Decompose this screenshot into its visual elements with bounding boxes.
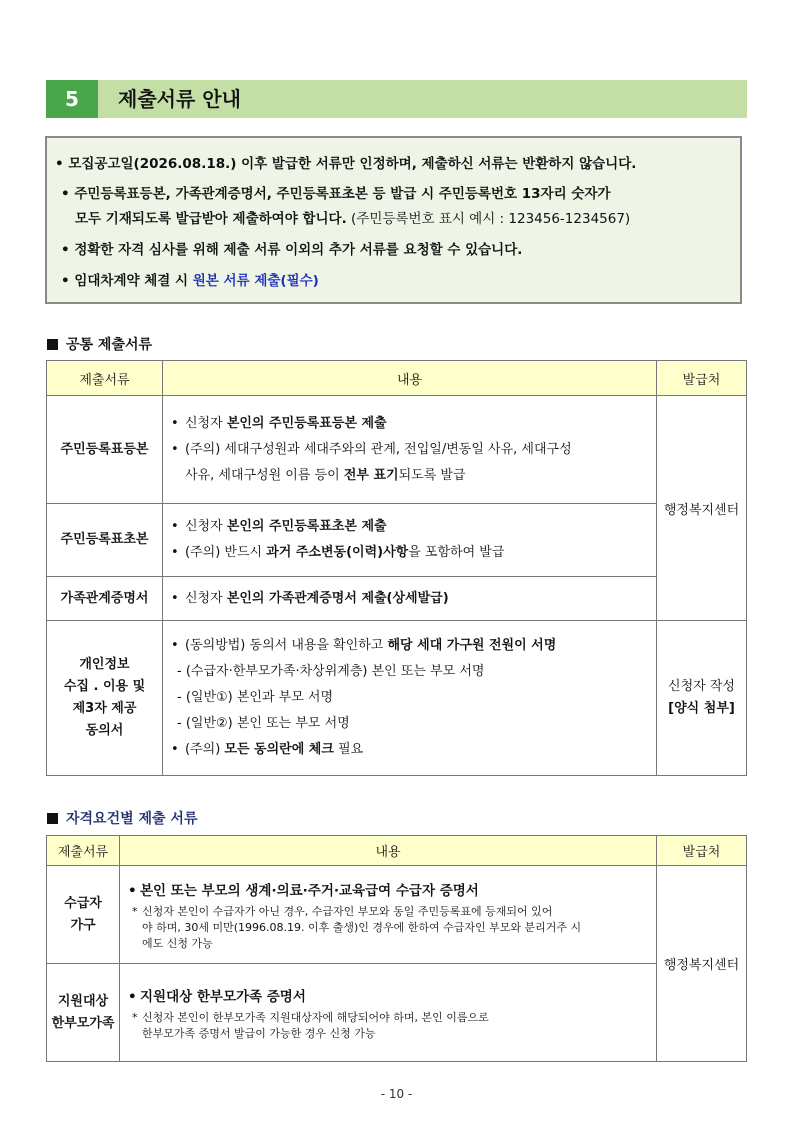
notice-line-3-normal: (주민등록번호 표시 예시 : 123456-1234567) (346, 211, 631, 227)
table-row (47, 964, 747, 1062)
doc-content (163, 577, 657, 621)
header-content: 내용 (163, 361, 657, 396)
notice-line-5 (61, 269, 319, 289)
square-bullet-icon (47, 813, 58, 824)
issuer: 행정복지센터 (657, 396, 747, 621)
header-docs: 제출서류 (47, 836, 120, 866)
header-issuer: 발급처 (657, 836, 747, 866)
table-row (47, 621, 747, 776)
notice-line-3 (75, 207, 630, 227)
content-line: • 지원대상 한부모가족 증명서 (120, 984, 656, 1010)
notice-box (45, 136, 742, 304)
content-line: • 신청자 본인의 가족관계증명서 제출(상세발급) (163, 586, 656, 612)
doc-content (163, 504, 657, 577)
note-line: 야 하며, 30세 미만(1996.08.19. 이후 출생)인 경우에 한하여 수급자인 부모와 분리거주 시 (142, 920, 582, 934)
doc-name: 지원대상 한부모가족 (47, 964, 120, 1062)
content-line: • (동의방법) 동의서 내용을 확인하고 해당 세대 가구원 전원이 서명 (163, 633, 656, 659)
page-number: - 10 - (380, 1087, 413, 1101)
qualify-docs-title (47, 808, 197, 828)
notice-line-3-bold: 모두 기재되도록 발급받아 제출하여야 합니다. (75, 211, 347, 227)
common-docs-title (47, 334, 152, 354)
content-line: - (일반①) 본인과 부모 서명 (177, 690, 334, 705)
qualify-docs-title-text: 자격요건별 제출 서류 (66, 811, 198, 827)
content-line: - (수급자·한부모가족·차상위계층) 본인 또는 부모 서명 (177, 664, 485, 679)
table-row (47, 577, 747, 621)
section-number: 5 (46, 80, 98, 118)
notice-line-2: • 주민등록표등본, 가족관계증명서, 주민등록표초본 등 발급 시 주민등록번호 13자리 숫자가 (61, 186, 611, 202)
notice-line-1: • 모집공고일(2026.08.18.) 이후 발급한 서류만 인정하며, 제출하신 서류는 반환하지 않습니다. (55, 156, 637, 172)
content-line: • 신청자 본인의 주민등록표등본 제출 (163, 411, 656, 437)
issuer: 신청자 작성 [양식 첨부] (657, 621, 747, 776)
content-line: - (일반②) 본인 또는 부모 서명 (177, 716, 350, 731)
doc-name: 수급자 가구 (47, 866, 120, 964)
doc-name: 주민등록표등본 (47, 396, 163, 504)
section-title: 제출서류 안내 (118, 87, 241, 111)
doc-name: 가족관계증명서 (47, 577, 163, 621)
note-line: 한부모가족 증명서 발급이 가능한 경우 신청 가능 (142, 1026, 376, 1040)
table-row (47, 504, 747, 577)
qualify-docs-table (46, 835, 747, 1062)
content-line: 사유, 세대구성원 이름 등이 전부 표기되도록 발급 (185, 467, 466, 483)
doc-content (163, 396, 657, 504)
section-header (46, 80, 747, 118)
doc-content (120, 964, 657, 1062)
note-line: * 신청자 본인이 한부모가족 지원대상자에 해당되어야 하며, 본인 이름으로 (120, 1010, 656, 1026)
common-docs-table (46, 360, 747, 776)
common-docs-title-text: 공통 제출서류 (66, 337, 153, 353)
table-row (47, 866, 747, 964)
header-docs: 제출서류 (47, 361, 163, 396)
doc-name: 개인정보 수집 . 이용 및 제3자 제공 동의서 (47, 621, 163, 776)
header-content: 내용 (120, 836, 657, 866)
content-line: • 신청자 본인의 주민등록표초본 제출 (163, 514, 656, 540)
table-row (47, 396, 747, 504)
doc-content (163, 621, 657, 776)
content-line: • (주의) 모든 동의란에 체크 필요 (163, 737, 656, 763)
doc-content (120, 866, 657, 964)
note-line: * 신청자 본인이 수급자가 아닌 경우, 수급자인 부모와 동일 주민등록표에 등재되어 있어 (120, 904, 656, 920)
notice-line-4: • 정확한 자격 심사를 위해 제출 서류 이외의 추가 서류를 요청할 수 있습니다. (61, 242, 523, 258)
square-bullet-icon (47, 339, 58, 350)
notice-line-5-prefix: • 임대차계약 체결 시 (61, 273, 193, 289)
issuer: 행정복지센터 (657, 866, 747, 1062)
content-line: • (주의) 세대구성원과 세대주와의 관계, 전입일/변동일 사유, 세대구성 (163, 437, 656, 463)
content-line: • 본인 또는 부모의 생계·의료·주거·교육급여 수급자 증명서 (120, 878, 656, 904)
content-line: • (주의) 반드시 과거 주소변동(이력)사항을 포함하여 발급 (163, 540, 656, 566)
note-line: 에도 신청 가능 (142, 936, 213, 950)
notice-line-5-emphasis: 원본 서류 제출(필수) (192, 273, 319, 289)
doc-name: 주민등록표초본 (47, 504, 163, 577)
header-issuer: 발급처 (657, 361, 747, 396)
